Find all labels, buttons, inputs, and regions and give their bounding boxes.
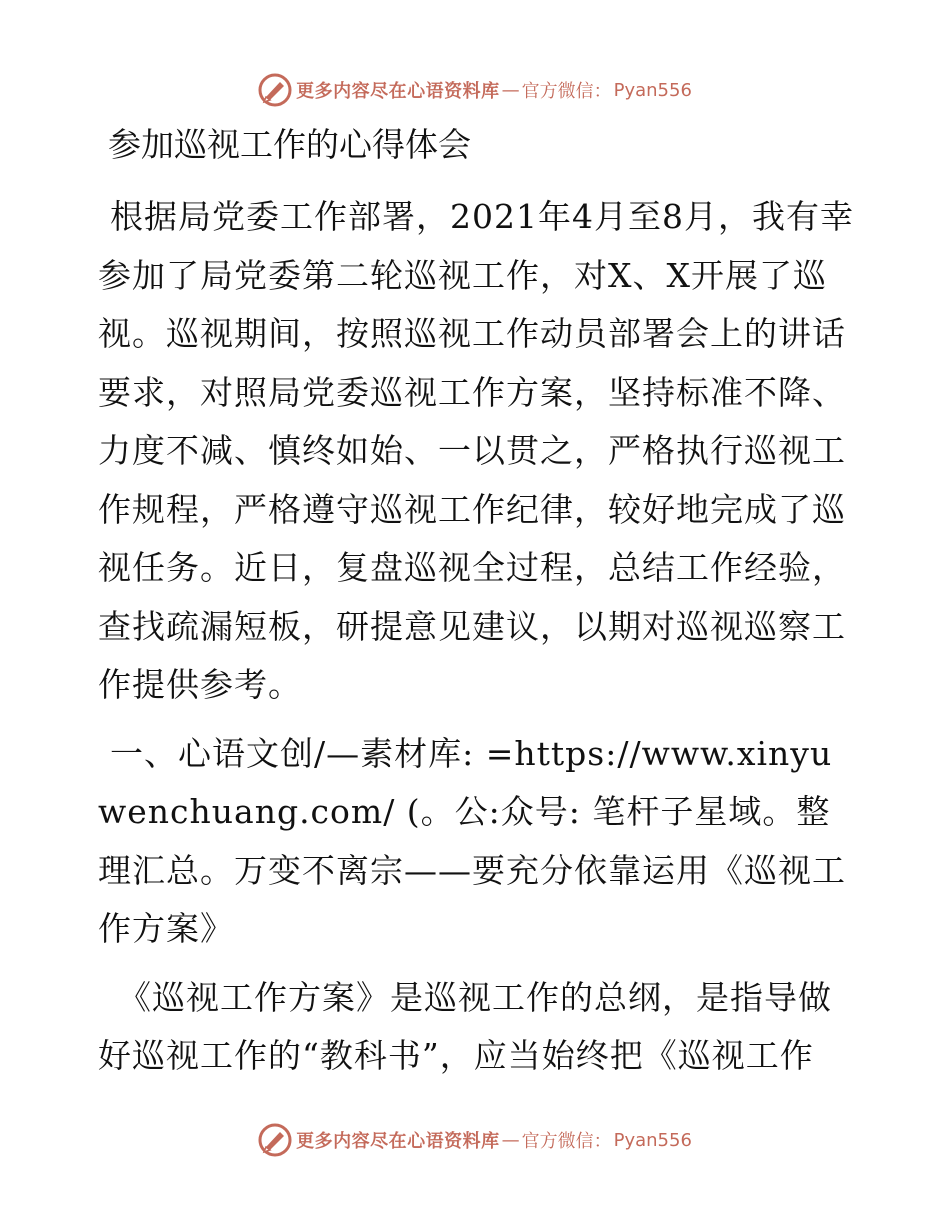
footer-watermark-banner bbox=[0, 1120, 950, 1160]
document-content bbox=[98, 120, 858, 1096]
header-watermark-banner bbox=[0, 70, 950, 110]
banner-dash: — bbox=[501, 79, 520, 101]
paragraph-1: 根据局党委工作部署，2021年4月至8月，我有幸参加了局党委第二轮巡视工作，对X、X开展了巡视。巡视期间，按照巡视工作动员部署会上的讲话要求，对照局党委巡视工作方案，坚持标准不降、力度不减、慎终如始、一以贯之，严格执行巡视工作规程，严格遵守巡视工作纪律，较好地完成了巡视任务。近日，复盘巡视全过程，总结工作经验，查找疏漏短板，研提意见建议，以期对巡视巡察工作提供参考。 bbox=[98, 197, 854, 704]
banner-dash: — bbox=[501, 1129, 520, 1151]
paragraph-2: 一、心语文创/—素材库: =https://www.xinyuwenchuang.com/ (。公:众号: 笔杆子星域。整理汇总。万变不离宗——要充分依靠运用《巡视工作方案》 bbox=[98, 733, 846, 948]
pen-logo-icon bbox=[258, 73, 292, 107]
banner-text: 更多内容尽在心语资料库 bbox=[296, 81, 500, 102]
banner-wechat-label: 官方微信： bbox=[521, 81, 612, 102]
document-title: 参加巡视工作的心得体会 bbox=[108, 125, 471, 164]
banner-wechat-label: 官方微信： bbox=[521, 1131, 612, 1152]
banner-wechat-id: Pyan556 bbox=[613, 1129, 692, 1151]
paragraph-3: 《巡视工作方案》是巡视工作的总纲，是指导做好巡视工作的“教科书”，应当始终把《巡视工作 bbox=[98, 977, 832, 1075]
pen-logo-icon bbox=[258, 1123, 292, 1157]
banner-text: 更多内容尽在心语资料库 bbox=[296, 1131, 500, 1152]
banner-wechat-id: Pyan556 bbox=[613, 79, 692, 101]
